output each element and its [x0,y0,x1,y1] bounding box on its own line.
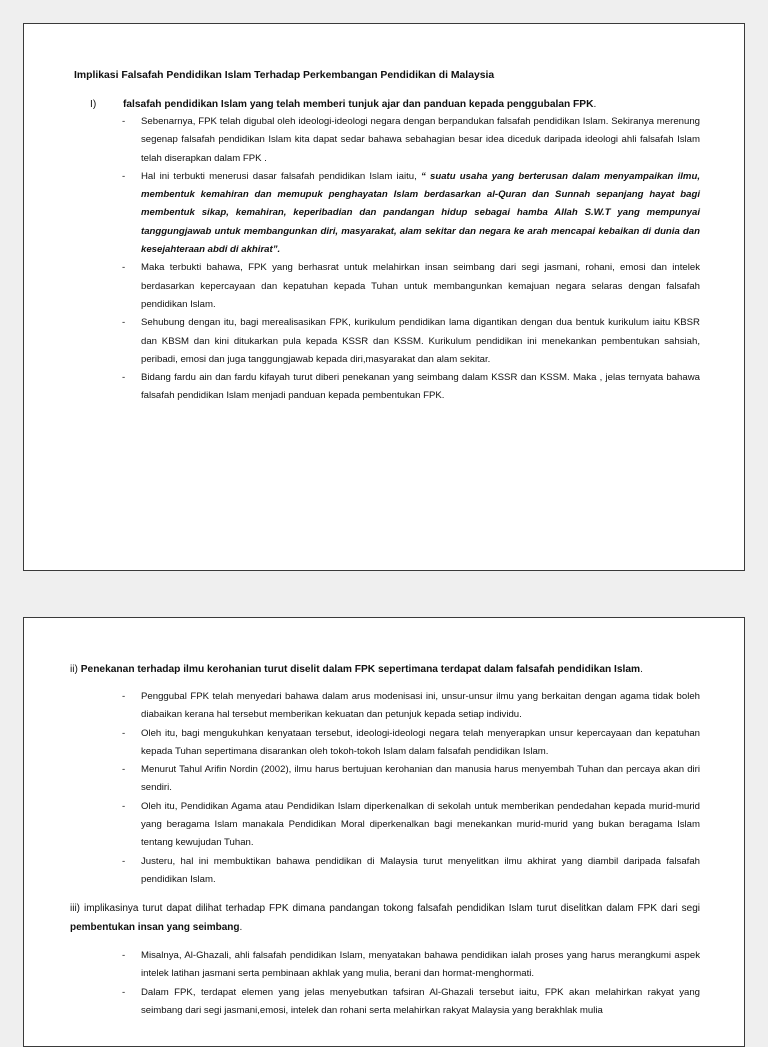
bullet-dash: - [122,262,126,274]
bullet-dash: - [122,372,126,384]
section-1-heading [123,98,683,112]
section-3-end: . [239,921,243,933]
bullet-text: Menurut Tahul Arifin Nordin (2002), ilmu harus bertujuan kerohanian dan manusia harus menyembah Tuhan dan percaya akan diri sendiri. [141,764,700,794]
list-item [122,314,700,369]
list-item [122,259,700,314]
list-item [122,798,700,853]
bullet-dash: - [122,986,126,998]
section-2-heading-text: Penekanan terhadap ilmu kerohanian turut diselit dalam FPK sepertimana terdapat dalam falsafah pendidikan Islam [80,664,641,675]
list-item [122,853,700,890]
bullet-dash: - [122,800,126,812]
section-2-prefix: ii) [70,664,81,675]
bullet-text: Oleh itu, bagi mengukuhkan kenyataan tersebut, ideologi-ideologi negara telah menyerapkan unsur kepercayaan dan kepatuhan kepada Tuhan sepertimana disarankan oleh tokoh-tokoh Islam dalam falsafah pendidikan Islam. [141,727,700,757]
section-2-heading [70,663,710,677]
list-item [122,369,700,406]
bullet-text: Sebenarnya, FPK telah digubal oleh ideologi-ideologi negara dengan berpandukan falsafah pendidikan Islam. Sekiranya merenung segenap falsafah pendidikan Islam kita dapat sedar bahawa sebahagian besar idea diceduk daripada ideologi ahli falsafah Islam telah diserapkan dalam FPK . [141,116,700,164]
list-item [122,168,700,259]
bullet-dash: - [122,170,126,182]
bullet-dash: - [122,317,126,329]
section-1-heading-end: . [593,99,597,110]
bullet-text: Bidang fardu ain dan fardu kifayah turut diberi penekanan yang seimbang dalam KSSR dan KSSM. Maka , jelas ternyata bahawa falsafah pendidikan Islam menjadi panduan kepada pembentukan FPK. [141,372,700,402]
list-item [122,688,700,725]
bullet-dash: - [122,855,126,867]
bullet-quote-intro: Hal ini terbukti menerusi dasar falsafah pendidikan Islam iaitu, [141,170,421,182]
section-1-number: I) [90,99,97,110]
list-item [122,984,700,1021]
bullet-text: Justeru, hal ini membuktikan bahawa pendidikan di Malaysia turut menyelitkan ilmu akhirat yang diambil daripada falsafah pendidikan Islam. [141,855,700,885]
section-2-heading-end: . [640,664,643,675]
bullet-quote: “ suatu usaha yang berterusan dalam menyampaikan ilmu, membentuk kemahiran dan memupuk penghayatan Islam berdasarkan al-Quran dan Sunnah sepanjang hayat bagi membentuk sikap, kemahiran, keperibadian dan pandangan hidup sebagai hamba Allah S.W.T yang mempunyai tanggungjawab untuk membangunkan diri, masyarakat, alam sekitar dan negara ke arah mencapai kebaikan di dunia dan kesejahteraan abdi di akhirat”. [141,170,700,256]
bullet-dash: - [122,764,126,776]
bullet-text: Dalam FPK, terdapat elemen yang jelas menyebutkan tafsiran Al-Ghazali tersebut iaitu, FPK akan melahirkan rakyat yang seimbang dari segi jasmani,emosi, intelek dan rohani serta melahirkan rakyat Malaysia yang berakhlak mulia [141,986,700,1016]
section-3-bullet-list [122,947,700,1020]
section-3-paragraph [70,900,700,938]
list-item [122,113,700,168]
document-page-1 [23,23,745,571]
section-3-text: iii) implikasinya turut dapat dilihat terhadap FPK dimana pandangan tokong falsafah pendidikan Islam turut diselitkan dalam FPK dari segi [70,903,700,914]
bullet-text: Oleh itu, Pendidikan Agama atau Pendidikan Islam diperkenalkan di sekolah untuk memberikan pendedahan kepada murid-murid yang beragama Islam manakala Pendidikan Moral diperkenalkan bagi menekankan murid-murid yang bukan beragama Islam tentang kewujudan Tuhan. [141,800,700,849]
section-1-bullet-list [122,113,700,406]
section-1-heading-text: falsafah pendidikan Islam yang telah memberi tunjuk ajar dan panduan kepada penggubalan FPK [123,99,594,110]
list-item [122,947,700,984]
bullet-text: Misalnya, Al-Ghazali, ahli falsafah pendidikan Islam, menyatakan bahawa pendidikan ialah proses yang harus merangkumi aspek intelek latihan jasmani serta pembinaan akhlak yang mulia, berani dan hormat-menghormati. [141,950,700,980]
bullet-dash: - [122,950,126,961]
bullet-text: Sehubung dengan itu, bagi merealisasikan FPK, kurikulum pendidikan lama digantikan dengan dua bentuk kurikulum iaitu KBSR dan KBSM dan kini ditukarkan pula kepada KSSR dan KSSM. Kurikulum pendidikan ini menekankan pembentukan sahsiah, peribadi, emosi dan juga tanggungjawab kepada diri,masyarakat dan alam sekitar. [141,317,700,365]
bullet-text: Maka terbukti bahawa, FPK yang berhasrat untuk melahirkan insan seimbang dari segi jasmani, rohani, emosi dan intelek berdasarkan kepercayaan dan kepatuhan kepada Tuhan untuk membangunkan kemajuan negara selaras dengan falsafah pendidikan Islam. [141,262,700,310]
bullet-dash: - [122,691,126,702]
section-2-bullet-list [122,688,700,889]
bullet-dash: - [122,116,126,127]
document-title: Implikasi Falsafah Pendidikan Islam Terhadap Perkembangan Pendidikan di Malaysia [74,70,495,81]
list-item [122,761,700,798]
section-3-bold: pembentukan insan yang seimbang [70,921,240,933]
document-page-2 [23,617,745,1047]
bullet-dash: - [122,727,126,739]
bullet-text: Penggubal FPK telah menyedari bahawa dalam arus modenisasi ini, unsur-unsur ilmu yang berkaitan dengan agama tidak boleh diabaikan kerana hal tersebut memberikan kekuatan dan petunjuk kepada setiap individu. [141,691,700,721]
list-item [122,725,700,762]
